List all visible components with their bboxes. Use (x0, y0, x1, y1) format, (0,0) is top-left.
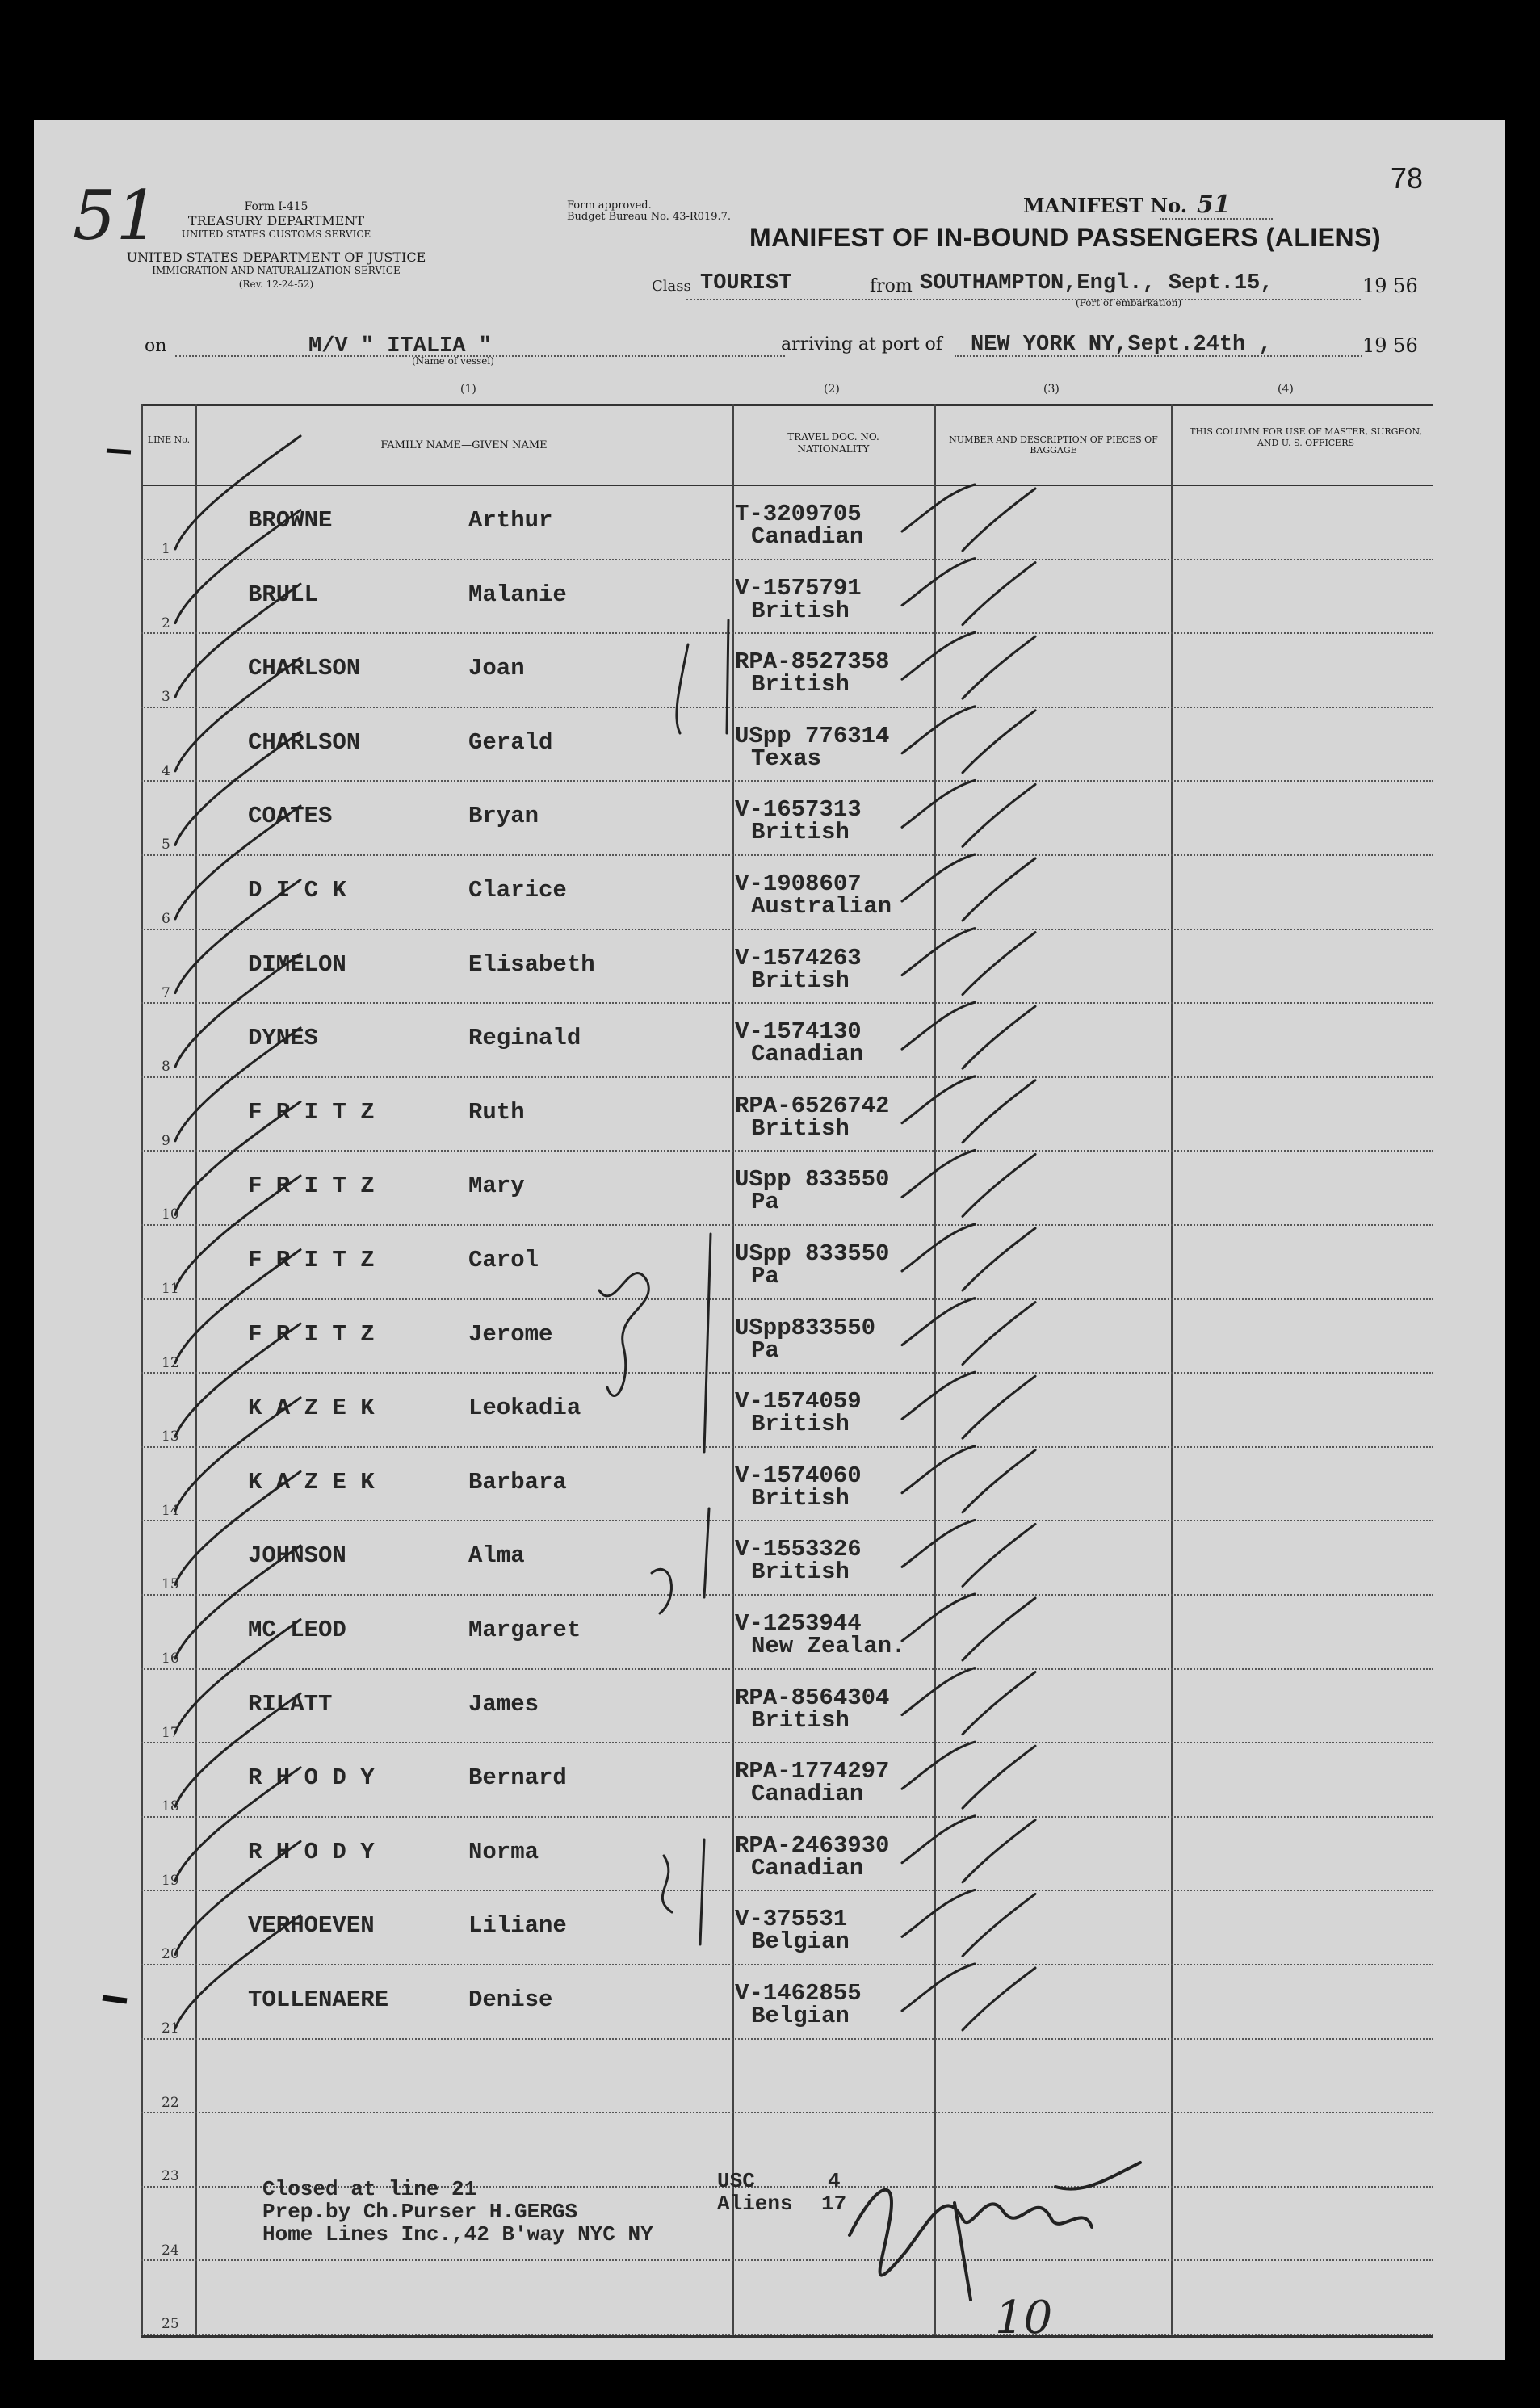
nationality: British (751, 671, 850, 698)
family-name: JOHNSON (248, 1542, 346, 1570)
family-name: K A Z E K (248, 1395, 375, 1422)
given-name: Joan (468, 655, 525, 682)
manifest-number-label: MANIFEST No. (1023, 194, 1188, 217)
header-name: FAMILY NAME—GIVEN NAME (380, 439, 548, 451)
line-number: 1 (162, 541, 170, 557)
line-number: 9 (162, 1132, 170, 1149)
given-name: Malanie (468, 581, 567, 608)
family-name: CHARLSON (248, 728, 361, 756)
family-name: DYNES (248, 1025, 319, 1052)
column-number-4: (4) (1278, 383, 1294, 396)
given-name: Denise (468, 1986, 553, 2013)
family-name: CHARLSON (248, 655, 361, 682)
travel-doc-number: USpp 776314 (735, 722, 890, 749)
family-name: BRULL (248, 581, 319, 608)
travel-doc-number: V-1657313 (735, 796, 862, 824)
travel-doc-number: USpp 833550 (735, 1240, 890, 1267)
handwritten-marks (34, 120, 1505, 2360)
class-value: TOURIST (700, 271, 792, 296)
line-number: 12 (162, 1354, 179, 1371)
travel-doc-number: RPA-8564304 (735, 1684, 890, 1711)
nationality: Canadian (751, 523, 864, 550)
nationality: New Zealan. (751, 1633, 906, 1659)
line-number: 3 (162, 689, 170, 706)
family-name: BROWNE (248, 507, 333, 534)
manifest-number: 51 (1197, 191, 1231, 219)
column-number-3: (3) (1043, 383, 1060, 396)
travel-doc-number: RPA-1774297 (735, 1758, 890, 1785)
immigration-service: IMMIGRATION AND NATURALIZATION SERVICE (152, 265, 401, 276)
family-name: F R I T Z (248, 1247, 375, 1273)
family-name: RILATT (248, 1690, 333, 1718)
manifest-page (34, 120, 1505, 2360)
given-name: Alma (468, 1542, 525, 1570)
given-name: Reginald (468, 1025, 581, 1052)
prepared-by: Prep.by Ch.Purser H.GERGS (262, 2200, 578, 2224)
handwritten-number: 51 (73, 176, 159, 255)
line-number: 24 (162, 2242, 179, 2259)
given-name: Bryan (468, 803, 539, 830)
line-number: 2 (162, 615, 170, 631)
family-name: COATES (248, 803, 333, 830)
given-name: Carol (468, 1247, 539, 1273)
arriving-label: arriving at port of (781, 334, 942, 354)
usc-label: USC (717, 2169, 755, 2193)
treasury-department: TREASURY DEPARTMENT (187, 213, 365, 229)
form-number: Form I-415 (244, 200, 308, 213)
nationality: British (751, 1558, 850, 1586)
line-number: 19 (162, 1872, 179, 1889)
nationality: British (751, 967, 850, 994)
travel-doc-number: V-1574263 (735, 944, 862, 971)
nationality: Belgian (751, 1928, 850, 1956)
nationality: Canadian (751, 1781, 864, 1808)
handwritten-total: 10 (995, 2292, 1053, 2344)
line-number: 8 (162, 1059, 170, 1076)
nationality: British (751, 1706, 850, 1734)
given-name: Mary (468, 1173, 525, 1200)
line-number: 10 (162, 1206, 179, 1223)
given-name: Barbara (468, 1468, 567, 1496)
from-year: 19 56 (1362, 275, 1418, 297)
family-name: F R I T Z (248, 1098, 375, 1126)
travel-doc-number: V-1908607 (735, 870, 862, 897)
line-number: 15 (162, 1576, 179, 1593)
form-revision: (Rev. 12-24-52) (238, 279, 314, 290)
given-name: Margaret (468, 1617, 581, 1643)
nationality: Texas (751, 745, 822, 772)
line-number: 5 (162, 837, 170, 854)
family-name: F R I T Z (248, 1173, 375, 1200)
given-name: Elisabeth (468, 950, 595, 978)
line-number: 4 (162, 762, 170, 779)
line-number: 22 (162, 2094, 179, 2111)
line-number: 23 (162, 2168, 179, 2185)
header-baggage: NUMBER AND DESCRIPTION OF PIECES OF BAGGAGE (949, 434, 1158, 455)
from-value: SOUTHAMPTON,Engl., Sept.15, (920, 271, 1274, 296)
nationality: Canadian (751, 1041, 864, 1068)
travel-doc-number: V-1574059 (735, 1388, 862, 1416)
line-number: 25 (162, 2316, 179, 2333)
travel-doc-number: V-375531 (735, 1906, 848, 1933)
travel-doc-number: V-1575791 (735, 574, 862, 602)
vessel-name: M/V " ITALIA " (308, 334, 492, 359)
column-number-1: (1) (460, 383, 476, 396)
budget-bureau-line: Budget Bureau No. 43-R019.7. (567, 211, 732, 223)
nationality: British (751, 819, 850, 846)
given-name: Bernard (468, 1764, 567, 1792)
travel-doc-number: V-1462855 (735, 1980, 862, 2007)
margin-marks (599, 620, 728, 1944)
travel-doc-number: V-1574130 (735, 1018, 862, 1046)
given-name: Norma (468, 1838, 539, 1865)
manifest-title: MANIFEST OF IN-BOUND PASSENGERS (ALIENS) (749, 223, 1382, 252)
given-name: Jerome (468, 1320, 553, 1348)
given-name: Liliane (468, 1912, 567, 1940)
line-number: 18 (162, 1798, 179, 1815)
travel-doc-number: USpp 833550 (735, 1166, 890, 1194)
usc-count: 4 (828, 2169, 841, 2193)
column-number-2: (2) (824, 383, 840, 396)
aliens-label: Aliens (717, 2192, 793, 2216)
line-number: 17 (162, 1724, 179, 1741)
closed-at-line: Closed at line 21 (262, 2177, 477, 2201)
line-number: 16 (162, 1651, 179, 1667)
given-name: Ruth (468, 1098, 525, 1126)
nationality: British (751, 1411, 850, 1438)
approval-line: Form approved. (567, 199, 652, 212)
family-name: R H O D Y (248, 1764, 375, 1792)
travel-doc-number: V-1574060 (735, 1462, 862, 1489)
nationality: British (751, 597, 850, 624)
family-name: D I C K (248, 877, 346, 904)
travel-doc-number: T-3209705 (735, 501, 862, 527)
justice-department: UNITED STATES DEPARTMENT OF JUSTICE (126, 250, 426, 265)
page-number: 78 (1391, 162, 1424, 195)
nationality: Pa (751, 1336, 779, 1364)
nationality: Pa (751, 1263, 779, 1290)
family-name: VERHOEVEN (248, 1912, 375, 1940)
line-number: 6 (162, 911, 170, 927)
nationality: British (751, 1484, 850, 1512)
travel-doc-number: RPA-2463930 (735, 1831, 890, 1859)
nationality: Pa (751, 1189, 779, 1216)
family-name: K A Z E K (248, 1468, 375, 1496)
line-number: 7 (162, 984, 170, 1001)
given-name: Clarice (468, 877, 567, 904)
port-caption: (Port of embarkation) (1076, 297, 1182, 308)
family-name: R H O D Y (248, 1838, 375, 1865)
given-name: James (468, 1690, 539, 1718)
from-label: from (870, 276, 913, 296)
header-line-no: LINE No. (147, 434, 191, 445)
given-name: Leokadia (468, 1395, 581, 1422)
nationality: Australian (751, 893, 892, 920)
nationality: Belgian (751, 2003, 850, 2029)
aliens-count: 17 (821, 2192, 847, 2216)
arriving-value: NEW YORK NY,Sept.24th , (971, 333, 1272, 357)
travel-doc-number: RPA-6526742 (735, 1092, 890, 1119)
line-number: 20 (162, 1946, 179, 1963)
vessel-caption: (Name of vessel) (412, 355, 494, 367)
on-label: on (145, 336, 167, 356)
arriving-year: 19 56 (1362, 334, 1418, 357)
family-name: MC LEOD (248, 1617, 346, 1643)
given-name: Gerald (468, 728, 553, 756)
signature (850, 2163, 1140, 2300)
family-name: F R I T Z (248, 1320, 375, 1348)
family-name: DIMELON (248, 950, 346, 978)
travel-doc-number: USpp833550 (735, 1314, 876, 1341)
header-officers: THIS COLUMN FOR USE OF MASTER, SURGEON, AND U. S. OFFICERS (1190, 426, 1422, 448)
line-number: 13 (162, 1428, 179, 1445)
line-number: 21 (162, 2020, 179, 2037)
line-number: 11 (162, 1281, 179, 1297)
customs-service: UNITED STATES CUSTOMS SERVICE (181, 229, 371, 240)
travel-doc-number: V-1253944 (735, 1610, 862, 1637)
given-name: Arthur (468, 507, 553, 534)
nationality: British (751, 1114, 850, 1142)
travel-doc-number: V-1553326 (735, 1536, 862, 1563)
family-name: TOLLENAERE (248, 1986, 389, 2013)
line-number: 14 (162, 1502, 179, 1519)
travel-doc-number: RPA-8527358 (735, 648, 890, 676)
header-travel-doc: TRAVEL DOC. NO. NATIONALITY (787, 431, 879, 455)
nationality: Canadian (751, 1854, 864, 1882)
class-label: Class (652, 278, 691, 295)
company-line: Home Lines Inc.,42 B'way NYC NY (262, 2222, 653, 2246)
